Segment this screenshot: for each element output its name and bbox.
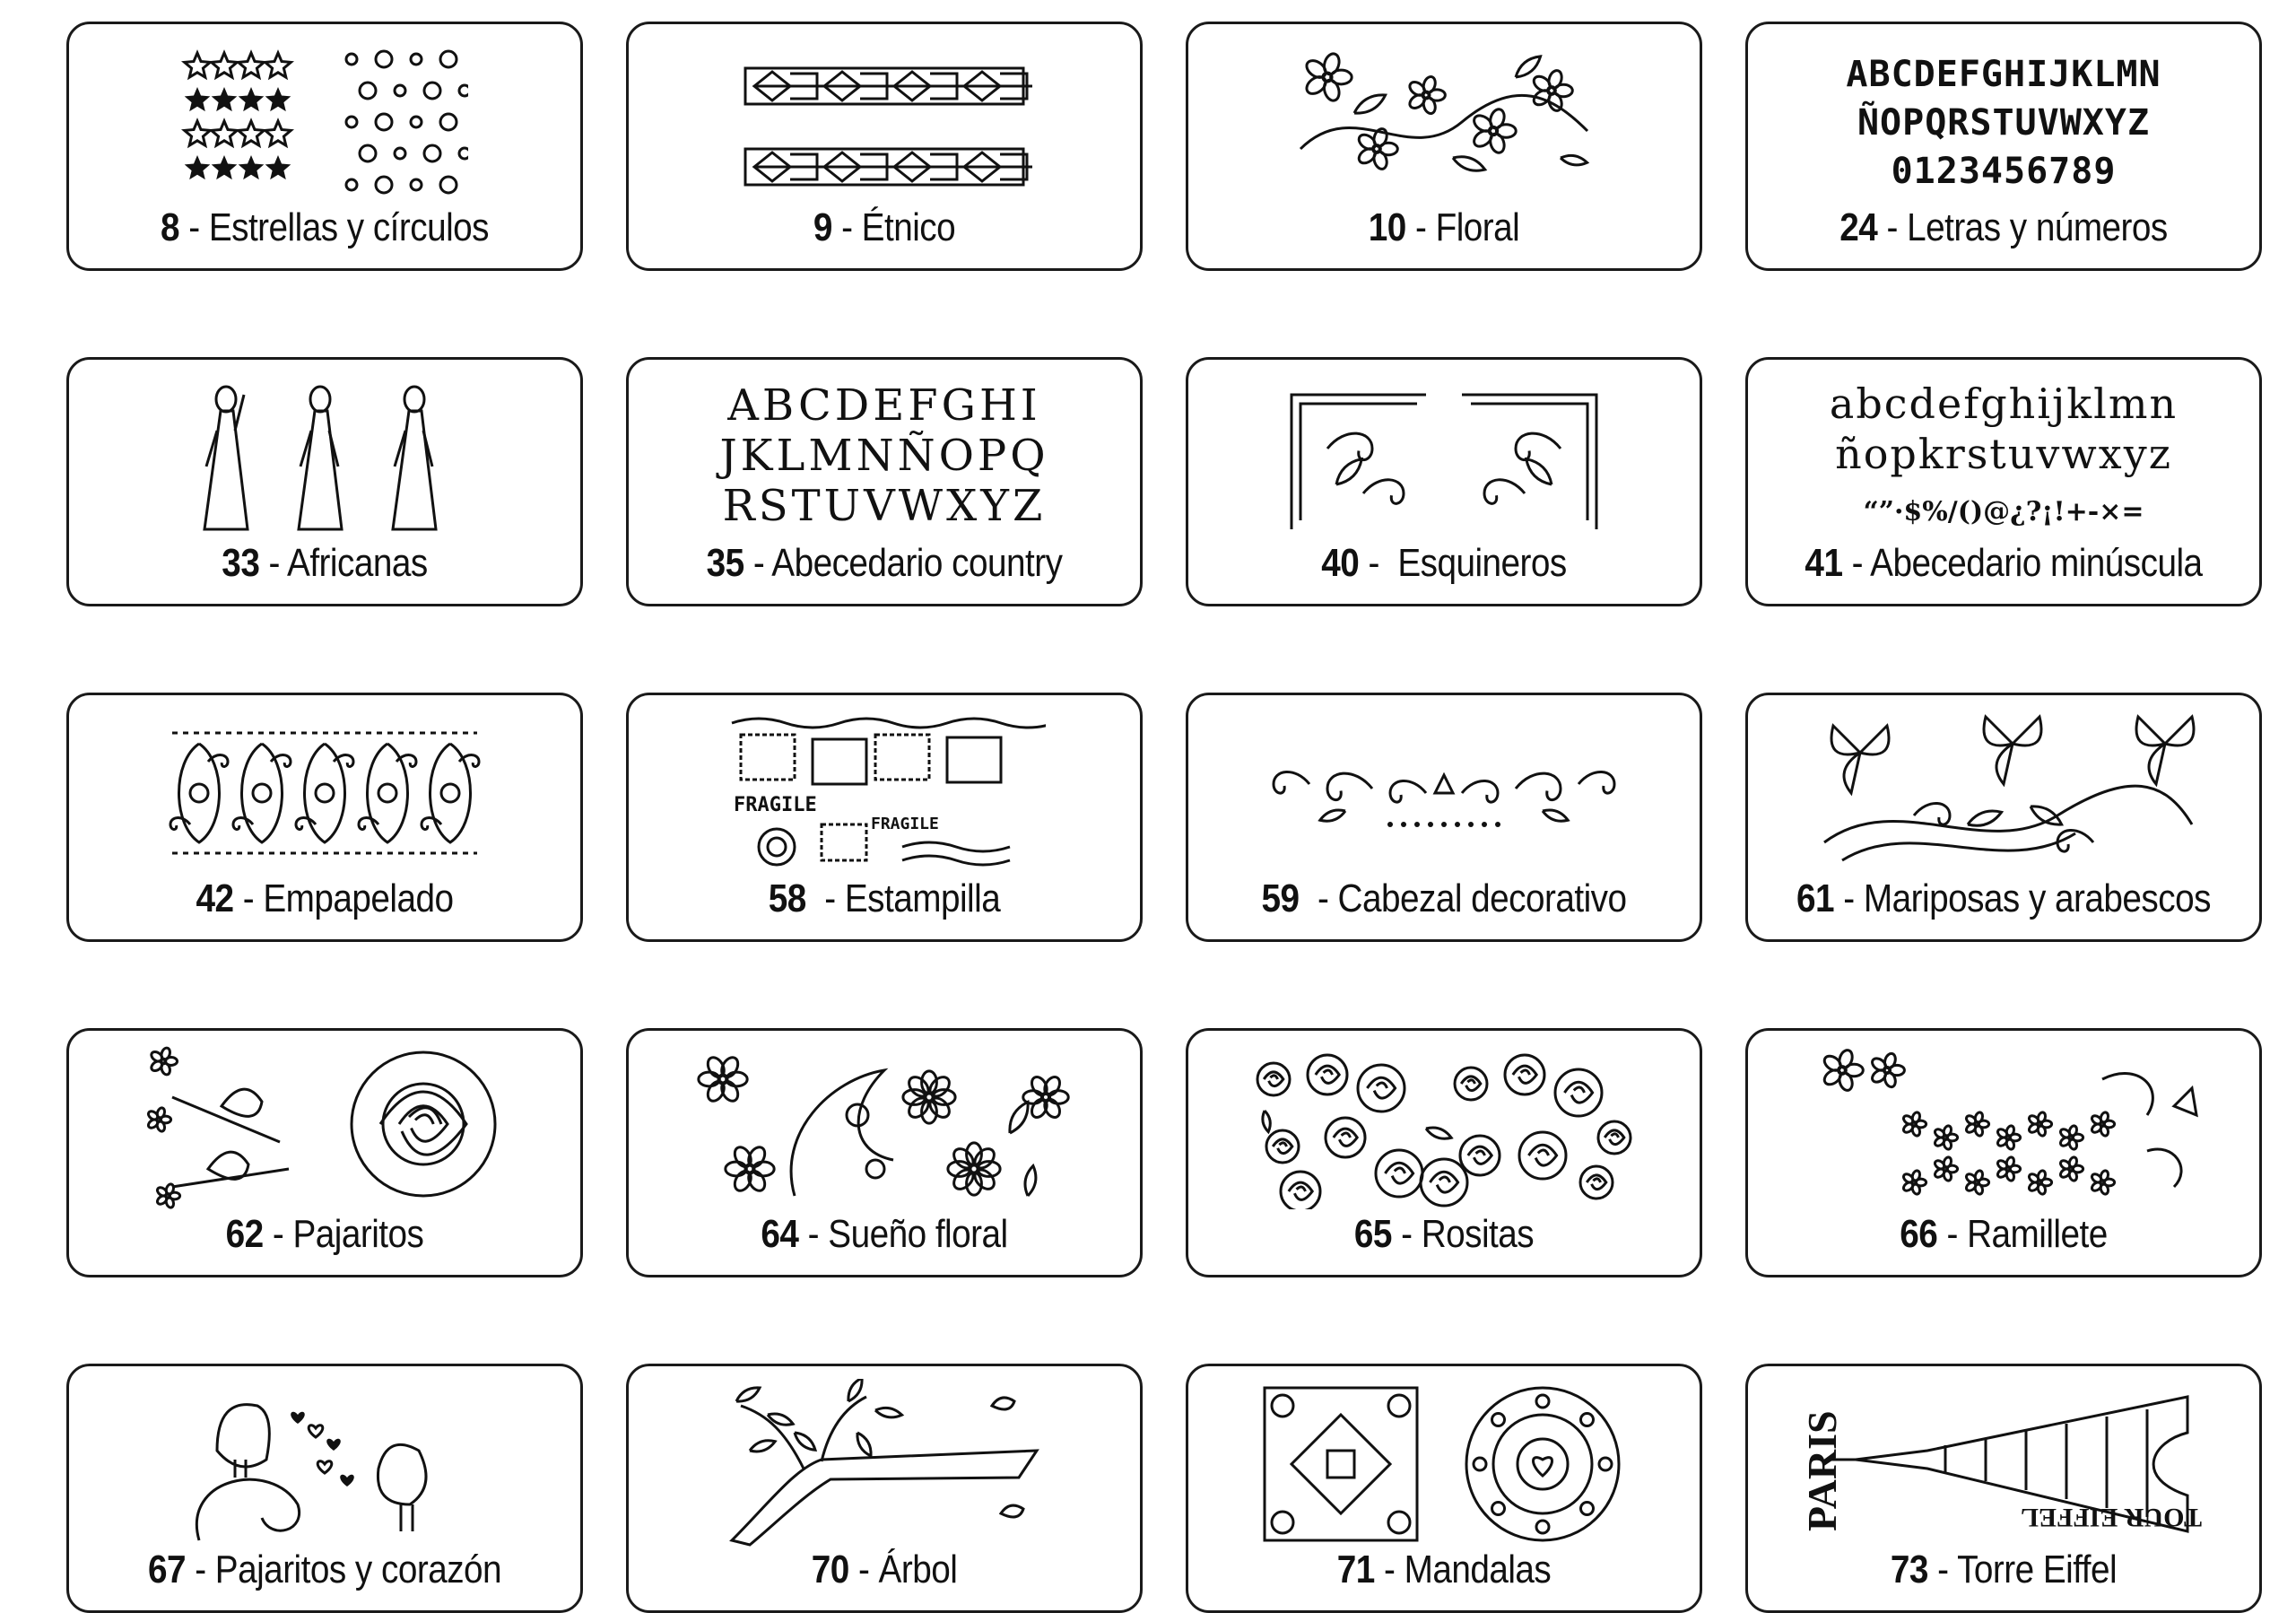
- stencil-label: [100, 1212, 550, 1257]
- little-birds-rose-icon: [69, 1043, 580, 1214]
- stamp-word-2: FRAGILE: [871, 815, 939, 833]
- floral-dream-icon: [629, 1043, 1140, 1214]
- stencil-label: [1779, 1212, 2229, 1257]
- birds-heart-icon: [69, 1379, 580, 1549]
- little-roses-icon-drawing: [1247, 1048, 1641, 1209]
- art-text-line-2: “”·$%/()@¿?¡!+-×=: [1863, 496, 2144, 527]
- stencil-title: Pajaritos: [292, 1212, 424, 1256]
- stencil-label: [1779, 876, 2229, 921]
- stencil-number: 24: [1839, 205, 1878, 249]
- stencil-title: Abecedario minúscula: [1870, 541, 2203, 585]
- stencil-title: Abecedario country: [771, 541, 1063, 585]
- stencil-number: 35: [706, 541, 744, 585]
- stencil-separator: -: [744, 541, 772, 585]
- stencil-separator: -: [233, 876, 264, 920]
- stencil-label: [100, 876, 550, 921]
- stencil-card: [1186, 1028, 1702, 1277]
- art-text-line-0: ABCDEFGHIJKLMN: [1846, 54, 2161, 95]
- stencil-number: 10: [1368, 205, 1406, 249]
- butterflies-arabesques-icon: [1748, 708, 2259, 878]
- stencil-title: Sueño floral: [828, 1212, 1008, 1256]
- stencil-label: [1219, 541, 1669, 586]
- stencil-separator: -: [1877, 205, 1908, 249]
- stencil-card: [66, 1028, 583, 1277]
- stencil-card: [66, 1364, 583, 1613]
- stencil-number: 66: [1900, 1212, 1938, 1256]
- stencil-title: Estrellas y círculos: [208, 205, 490, 249]
- floral-icon-drawing: [1292, 41, 1596, 203]
- floral-dream-icon-drawing: [687, 1043, 1082, 1214]
- tour-eiffel-word: TOUR EIFFEL: [2021, 1503, 2202, 1532]
- stencil-number: 61: [1796, 876, 1835, 920]
- stencil-number: 58: [768, 876, 806, 920]
- wallpaper-pattern-icon-drawing: [163, 726, 486, 860]
- art-text-line-2: 0123456789: [1891, 151, 2117, 192]
- stencil-label: [659, 541, 1109, 586]
- stencil-label: [659, 876, 1109, 921]
- stencil-number: 65: [1353, 1212, 1392, 1256]
- stencil-title: Africanas: [287, 541, 428, 585]
- ethnic-pattern-icon-drawing: [736, 46, 1032, 198]
- stamps-icon: [629, 708, 1140, 878]
- art-text-line-0: ABCDEFGHI: [727, 380, 1041, 431]
- stencil-number: 67: [147, 1548, 186, 1591]
- bouquet-icon-drawing: [1806, 1043, 2201, 1214]
- letters-numbers-icon-drawing: [1815, 41, 2192, 203]
- stencil-label: [100, 205, 550, 250]
- stencil-card: [626, 22, 1143, 271]
- stencil-number: 73: [1890, 1548, 1928, 1591]
- corner-ornaments-icon-drawing: [1274, 377, 1614, 538]
- stencil-title: Empapelado: [263, 876, 454, 920]
- stencil-separator: -: [1391, 1212, 1422, 1256]
- stencil-separator: -: [805, 876, 845, 920]
- african-women-icon: [69, 372, 580, 543]
- stencil-label: [659, 1212, 1109, 1257]
- mandalas-icon: [1188, 1379, 1700, 1549]
- stencil-separator: -: [1834, 876, 1864, 920]
- stencil-number: 62: [225, 1212, 264, 1256]
- stencil-card: [66, 357, 583, 606]
- stencil-card: [1745, 1364, 2262, 1613]
- art-text-line-1: ÑOPQRSTUVWXYZ: [1857, 102, 2151, 144]
- country-alphabet-icon-drawing: [687, 377, 1082, 538]
- lowercase-alphabet-icon-drawing: [1797, 377, 2210, 538]
- stencil-separator: -: [1359, 541, 1398, 585]
- stencil-title: Ramillete: [1967, 1212, 2108, 1256]
- stencil-separator: -: [263, 1212, 293, 1256]
- stencil-separator: -: [1405, 205, 1436, 249]
- stencil-number: 33: [222, 541, 260, 585]
- decorative-header-icon-drawing: [1265, 739, 1623, 847]
- african-women-icon-drawing: [172, 377, 477, 538]
- stencil-title: Étnico: [861, 205, 956, 249]
- bouquet-icon: [1748, 1043, 2259, 1214]
- stencil-label: [1219, 876, 1669, 921]
- stencil-number: 40: [1321, 541, 1360, 585]
- art-text-line-1: JKLMNÑOPQ: [719, 431, 1049, 481]
- mandalas-icon-drawing: [1256, 1379, 1632, 1549]
- stencil-label: [1219, 1212, 1669, 1257]
- stencil-separator: -: [1927, 1548, 1958, 1591]
- stencil-number: 59: [1261, 876, 1300, 920]
- letters-numbers-icon: [1748, 37, 2259, 207]
- eiffel-tower-icon-drawing: [1793, 1379, 2214, 1549]
- stencil-separator: -: [1937, 1212, 1968, 1256]
- stencil-label: [1779, 541, 2229, 586]
- stencil-card: [626, 357, 1143, 606]
- stencil-title: Floral: [1435, 205, 1520, 249]
- stencil-card: [626, 1028, 1143, 1277]
- stencil-separator: -: [848, 1548, 879, 1591]
- ethnic-pattern-icon: [629, 37, 1140, 207]
- stencil-card: [1745, 1028, 2262, 1277]
- wallpaper-pattern-icon: [69, 708, 580, 878]
- tree-icon-drawing: [714, 1379, 1055, 1549]
- stencil-title: Esquineros: [1397, 541, 1567, 585]
- paris-word: PARIS: [1799, 1410, 1845, 1531]
- stencil-card: [1186, 357, 1702, 606]
- stencil-label: [659, 205, 1109, 250]
- stamps-icon-drawing: [723, 712, 1046, 874]
- stars-circles-icon-drawing: [181, 41, 468, 203]
- stencil-label: [1219, 1548, 1669, 1592]
- eiffel-tower-icon: [1748, 1379, 2259, 1549]
- stencil-label: [659, 1548, 1109, 1592]
- stencil-label: [100, 541, 550, 586]
- stencil-title: Estampilla: [844, 876, 1001, 920]
- stencil-title: Pajaritos y corazón: [214, 1548, 502, 1591]
- stencil-title: Mandalas: [1404, 1548, 1552, 1591]
- stencil-separator: -: [185, 1548, 215, 1591]
- corner-ornaments-icon: [1188, 372, 1700, 543]
- stencil-number: 64: [761, 1212, 799, 1256]
- stencil-title: Rositas: [1421, 1212, 1535, 1256]
- stencil-label: [1219, 205, 1669, 250]
- stencil-number: 9: [813, 205, 832, 249]
- stencil-number: 8: [160, 205, 179, 249]
- stencil-card: [1745, 693, 2262, 942]
- decorative-header-icon: [1188, 708, 1700, 878]
- stencil-card: [1186, 22, 1702, 271]
- art-text-line-2: RSTUVWXYZ: [722, 481, 1047, 531]
- stencil-label: [100, 1548, 550, 1592]
- stencil-separator: -: [259, 541, 288, 585]
- stencil-number: 41: [1805, 541, 1843, 585]
- stencil-separator: -: [1374, 1548, 1405, 1591]
- little-birds-rose-icon-drawing: [136, 1043, 513, 1214]
- stencil-number: 42: [196, 876, 234, 920]
- stencil-title: Letras y números: [1907, 205, 2168, 249]
- stencil-card: [1745, 357, 2262, 606]
- stencil-card: [1186, 1364, 1702, 1613]
- stencil-card: [1745, 22, 2262, 271]
- stencil-card: [66, 693, 583, 942]
- tree-icon: [629, 1379, 1140, 1549]
- stencil-label: [1779, 1548, 2229, 1592]
- stencil-separator: -: [1299, 876, 1338, 920]
- art-text-line-0: abcdefghijklmn: [1829, 379, 2179, 428]
- stencil-card: [66, 22, 583, 271]
- stencil-separator: -: [1842, 541, 1871, 585]
- stencil-separator: -: [178, 205, 209, 249]
- stencil-card: [626, 1364, 1143, 1613]
- stencil-card: [626, 693, 1143, 942]
- stencil-number: 71: [1336, 1548, 1375, 1591]
- stencil-title: Árbol: [878, 1548, 958, 1591]
- country-alphabet-icon: [629, 372, 1140, 543]
- lowercase-alphabet-icon: [1748, 372, 2259, 543]
- little-roses-icon: [1188, 1043, 1700, 1214]
- stencil-separator: -: [798, 1212, 829, 1256]
- floral-icon: [1188, 37, 1700, 207]
- stencil-title: Cabezal decorativo: [1337, 876, 1627, 920]
- stencil-title: Torre Eiffel: [1957, 1548, 2118, 1591]
- stencil-card: [1186, 693, 1702, 942]
- stencil-label: [1779, 205, 2229, 250]
- birds-heart-icon-drawing: [145, 1379, 504, 1549]
- stencil-number: 70: [811, 1548, 849, 1591]
- stencil-title: Mariposas y arabescos: [1863, 876, 2211, 920]
- art-text-line-1: ñopkrstuvwxyz: [1835, 430, 2172, 478]
- stamp-word-1: FRAGILE: [734, 794, 817, 816]
- butterflies-arabesques-icon-drawing: [1806, 708, 2201, 878]
- stars-circles-icon: [69, 37, 580, 207]
- stencil-separator: -: [831, 205, 862, 249]
